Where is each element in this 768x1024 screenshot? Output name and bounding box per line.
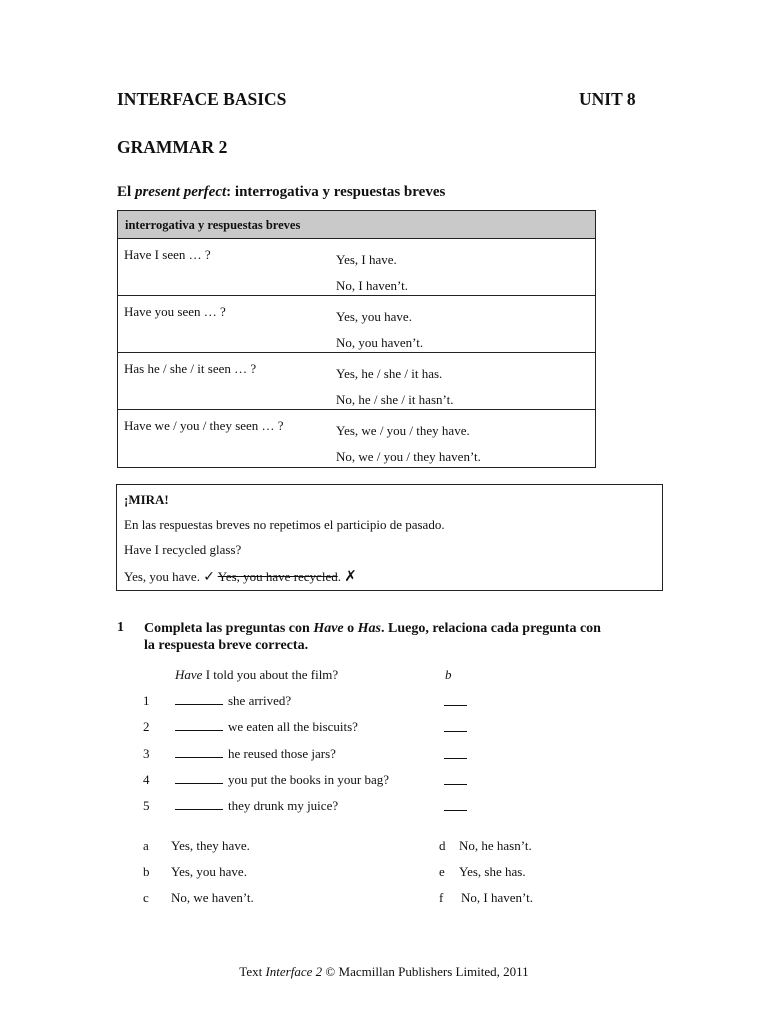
subtitle-pre: El	[117, 184, 135, 200]
mira-example-answers	[124, 567, 357, 585]
list-item	[175, 693, 291, 709]
subtitle-post: : interrogativa y respuestas breves	[226, 184, 446, 200]
list-item	[175, 746, 336, 762]
match-blank[interactable]	[444, 798, 467, 816]
question-cell: Has he / she / it seen … ?	[124, 361, 257, 376]
example-answer: b	[445, 667, 452, 682]
instruction-line-2: la respuesta breve correcta.	[144, 638, 309, 653]
question-cell: Have I seen … ?	[124, 247, 211, 262]
instruction-line-1	[144, 620, 601, 637]
answer-letter: a	[143, 838, 149, 853]
instr-part: o	[343, 621, 358, 636]
answer-option: Yes, she has.	[459, 864, 526, 879]
item-text: we eaten all the biscuits?	[228, 719, 358, 734]
match-blank[interactable]	[444, 719, 467, 737]
footer	[0, 964, 768, 980]
item-text: he reused those jars?	[228, 746, 336, 761]
item-number: 5	[143, 798, 150, 813]
list-item	[175, 798, 338, 814]
answer-blank[interactable]	[175, 772, 223, 784]
yes-answer: Yes, he / she / it has.	[336, 366, 443, 381]
yes-answer: Yes, you have.	[336, 309, 412, 324]
no-answer: No, you haven’t.	[336, 334, 424, 350]
no-answer: No, we / you / they haven’t.	[336, 448, 481, 464]
question-cell: Have you seen … ?	[124, 304, 226, 319]
instr-has: Has	[357, 621, 381, 636]
item-text: you put the books in your bag?	[228, 772, 390, 787]
unit-label: UNIT 8	[579, 89, 636, 109]
item-number: 4	[143, 772, 150, 787]
answer-letter: c	[143, 890, 149, 905]
answer-cell	[336, 304, 423, 355]
example-item	[175, 667, 338, 683]
cross-icon: ✗	[344, 567, 357, 585]
match-blank[interactable]	[444, 772, 467, 790]
item-number: 2	[143, 719, 150, 734]
answer-blank[interactable]	[175, 746, 223, 758]
list-item	[175, 719, 358, 735]
wrong-answer: Yes, you have recycled	[217, 569, 338, 584]
answer-letter: d	[439, 838, 446, 853]
example-word: Have	[175, 667, 203, 682]
period: .	[337, 569, 341, 584]
exercise-number: 1	[117, 620, 124, 635]
subtitle	[117, 184, 445, 201]
answer-cell	[336, 361, 453, 412]
answer-letter: f	[439, 890, 444, 905]
answer-cell	[336, 247, 408, 298]
mira-example-question: Have I recycled glass?	[124, 542, 242, 557]
footer-em: Interface 2	[265, 964, 323, 979]
footer-pre: Text	[239, 964, 266, 979]
section-title: GRAMMAR 2	[117, 137, 228, 157]
table-row	[118, 410, 595, 467]
item-text: she arrived?	[228, 693, 292, 708]
item-number: 1	[143, 693, 150, 708]
answer-blank[interactable]	[175, 798, 223, 810]
answer-option: No, he hasn’t.	[459, 838, 532, 853]
table-row	[118, 353, 595, 410]
instr-part: Completa las preguntas con	[144, 621, 314, 636]
table-row	[118, 296, 595, 353]
answer-option: Yes, you have.	[171, 864, 247, 879]
answer-letter: b	[143, 864, 150, 879]
answer-blank[interactable]	[175, 719, 223, 731]
answer-option: No, we haven’t.	[171, 890, 254, 905]
question-cell: Have we / you / they seen … ?	[124, 418, 284, 433]
no-answer: No, I haven’t.	[336, 277, 408, 293]
mira-box	[116, 484, 663, 591]
grammar-table	[117, 210, 596, 468]
instr-have: Have	[313, 621, 344, 636]
correct-answer: Yes, you have.	[124, 569, 200, 584]
mira-title: ¡MIRA!	[124, 492, 169, 507]
answer-option: Yes, they have.	[171, 838, 250, 853]
answer-letter: e	[439, 864, 445, 879]
table-row	[118, 239, 595, 296]
example-text: I told you about the film?	[202, 667, 339, 682]
match-blank[interactable]	[444, 746, 467, 764]
answer-cell	[336, 418, 481, 469]
item-number: 3	[143, 746, 150, 761]
match-blank[interactable]	[444, 693, 467, 711]
check-icon: ✓	[203, 569, 215, 585]
yes-answer: Yes, we / you / they have.	[336, 423, 470, 438]
mira-line: En las respuestas breves no repetimos el participio de pasado.	[124, 517, 445, 532]
item-text: they drunk my juice?	[228, 798, 339, 813]
table-heading: interrogativa y respuestas breves	[118, 211, 595, 239]
yes-answer: Yes, I have.	[336, 252, 397, 267]
exercise-instructions	[144, 620, 601, 654]
answer-option: No, I haven’t.	[461, 890, 533, 905]
footer-post: © Macmillan Publishers Limited, 2011	[322, 964, 529, 979]
answer-blank[interactable]	[175, 693, 223, 705]
subtitle-em: present perfect	[134, 184, 227, 200]
header-title: INTERFACE BASICS	[117, 89, 287, 109]
list-item	[175, 772, 389, 788]
instr-part: . Luego, relaciona cada pregunta con	[380, 621, 601, 636]
no-answer: No, he / she / it hasn’t.	[336, 391, 454, 407]
